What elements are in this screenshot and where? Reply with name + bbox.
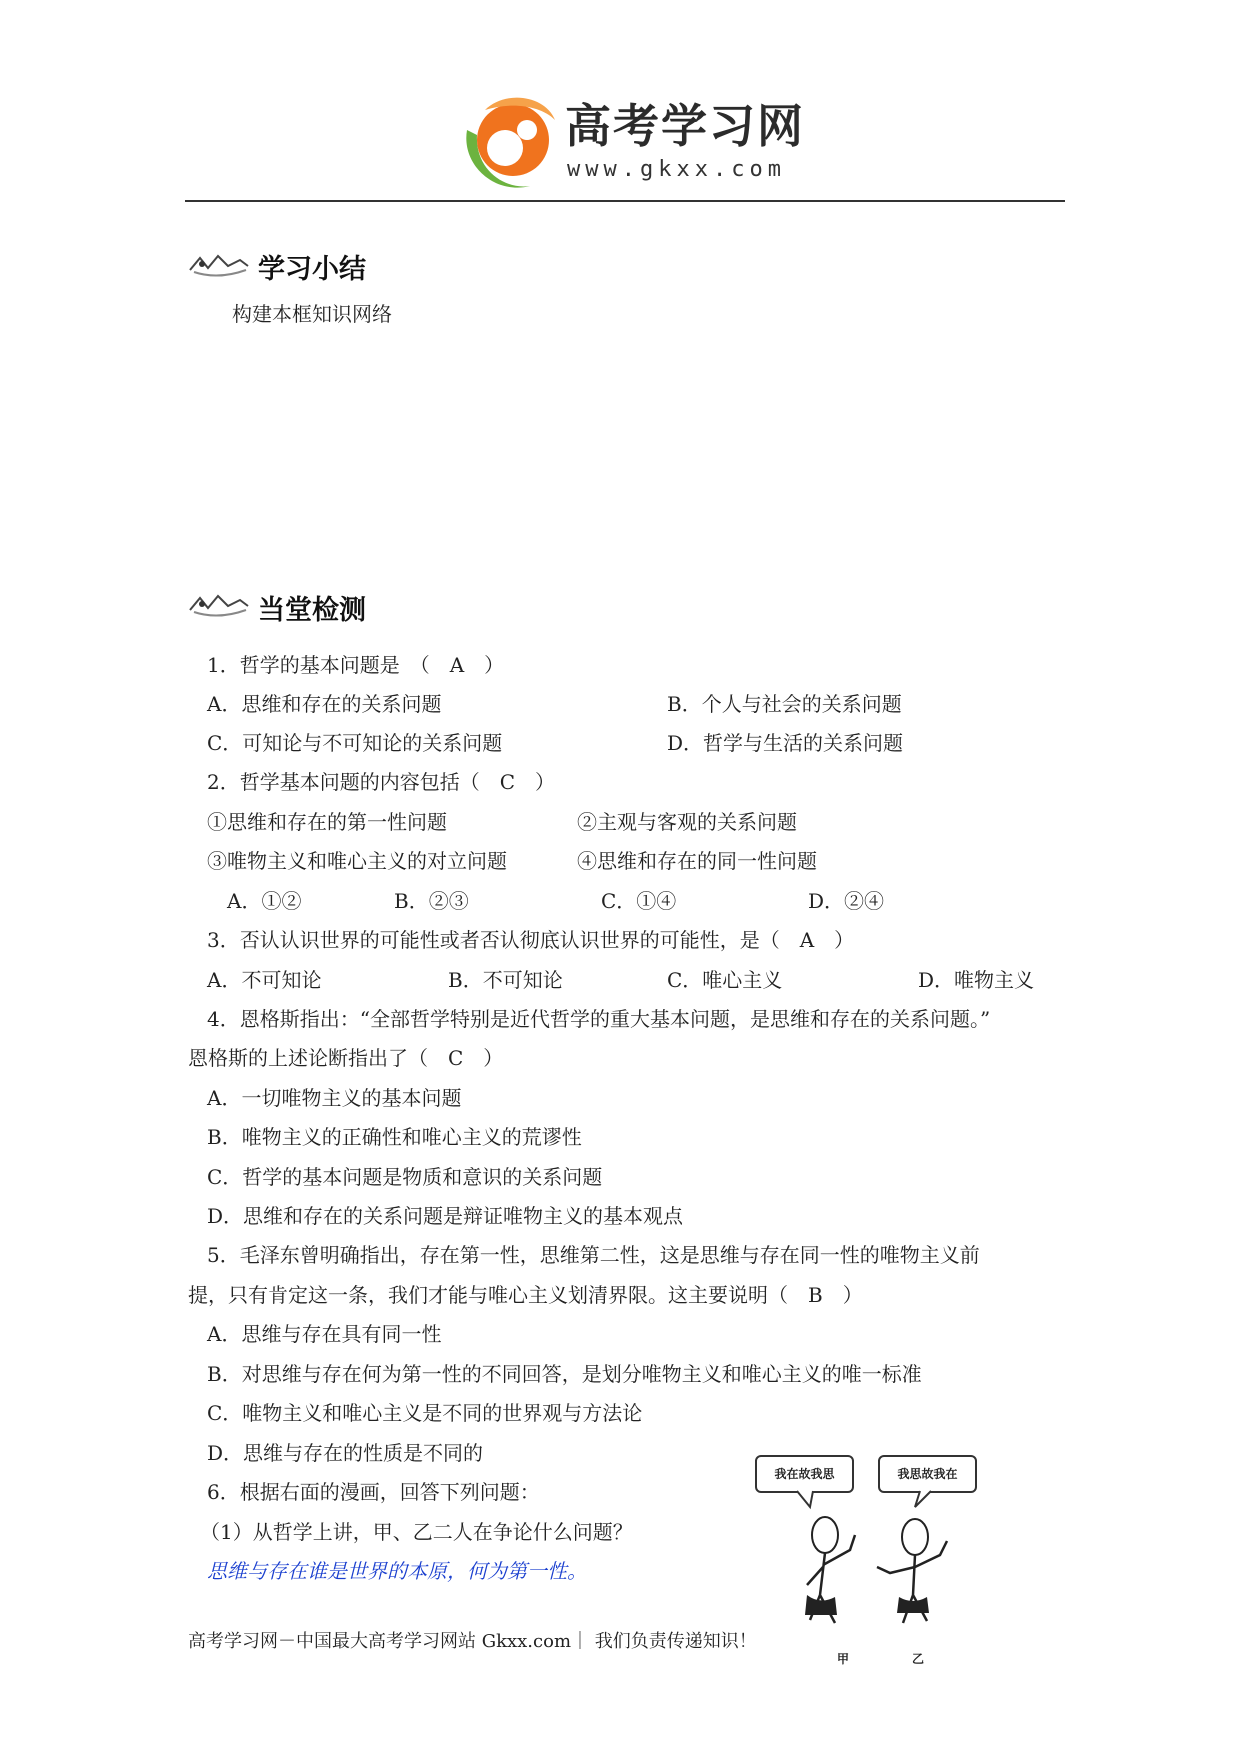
q2-statement-2: ②主观与客观的关系问题 bbox=[577, 810, 797, 834]
q4-option-c: C．哲学的基本问题是物质和意识的关系问题 bbox=[207, 1165, 603, 1189]
cartoon-illustration bbox=[755, 1455, 995, 1670]
q1-stem: 1．哲学的基本问题是 （ A ） bbox=[207, 653, 505, 677]
section-decoration-icon bbox=[188, 252, 250, 280]
q2-option-b: B．②③ bbox=[394, 889, 469, 913]
q3-option-c: C．唯心主义 bbox=[667, 968, 783, 992]
q5-option-b: B．对思维与存在何为第一性的不同回答，是划分唯物主义和唯心主义的唯一标准 bbox=[207, 1362, 922, 1386]
q3-option-d: D．唯物主义 bbox=[918, 968, 1035, 992]
q1-option-c: C．可知论与不可知论的关系问题 bbox=[207, 731, 503, 755]
q5-option-d: D．思维与存在的性质是不同的 bbox=[207, 1441, 484, 1465]
q3-stem: 3．否认认识世界的可能性或者否认彻底认识世界的可能性，是（ A ） bbox=[207, 928, 855, 952]
q5-stem-line-2: 提，只有肯定这一条，我们才能与唯心主义划清界限。这主要说明（ B ） bbox=[188, 1283, 863, 1307]
q2-statement-3: ③唯物主义和唯心主义的对立问题 bbox=[207, 849, 507, 873]
section-decoration-icon bbox=[188, 592, 250, 620]
q2-option-a: A．①② bbox=[227, 889, 302, 913]
speech-bubble-left: 我在故我思 bbox=[755, 1455, 854, 1493]
q2-stem: 2．哲学基本问题的内容包括（ C ） bbox=[207, 770, 556, 794]
header-divider bbox=[185, 200, 1065, 202]
speech-bubble-right: 我思故我在 bbox=[878, 1455, 977, 1493]
q1-option-d: D．哲学与生活的关系问题 bbox=[667, 731, 904, 755]
q4-stem-line-1: 4．恩格斯指出：“全部哲学特别是近代哲学的重大基本问题，是思维和存在的关系问题。” bbox=[207, 1007, 991, 1031]
q6-subquestion-1: （1）从哲学上讲，甲、乙二人在争论什么问题？ bbox=[200, 1520, 633, 1544]
site-logo bbox=[455, 90, 815, 195]
q2-option-d: D．②④ bbox=[808, 889, 885, 913]
q5-option-a: A．思维与存在具有同一性 bbox=[207, 1322, 442, 1346]
q3-option-a: A．不可知论 bbox=[207, 968, 322, 992]
summary-title: 学习小结 bbox=[258, 254, 366, 285]
cartoon-label-left: 甲 bbox=[837, 1652, 850, 1666]
q1-option-b: B．个人与社会的关系问题 bbox=[667, 692, 902, 716]
q6-stem: 6．根据右面的漫画，回答下列问题： bbox=[207, 1480, 540, 1504]
page-footer: 高考学习网－中国最大高考学习网站 Gkxx.com｜ 我们负责传递知识！ bbox=[188, 1631, 757, 1652]
site-url: www.gkxx.com bbox=[567, 157, 786, 182]
q4-stem-line-2: 恩格斯的上述论断指出了（ C ） bbox=[188, 1046, 504, 1070]
summary-subtitle: 构建本框知识网络 bbox=[232, 302, 392, 326]
cartoon-figures-icon bbox=[755, 1455, 995, 1670]
site-name: 高考学习网 bbox=[565, 99, 805, 153]
logo-icon bbox=[455, 90, 565, 195]
test-title: 当堂检测 bbox=[258, 595, 366, 626]
cartoon-label-right: 乙 bbox=[912, 1652, 925, 1666]
q3-option-b: B．不可知论 bbox=[448, 968, 563, 992]
q1-option-a: A．思维和存在的关系问题 bbox=[207, 692, 442, 716]
q2-statement-1: ①思维和存在的第一性问题 bbox=[207, 810, 447, 834]
q6-answer-1: 思维与存在谁是世界的本原，何为第一性。 bbox=[207, 1559, 587, 1583]
q5-stem-line-1: 5．毛泽东曾明确指出，存在第一性，思维第二性，这是思维与存在同一性的唯物主义前 bbox=[207, 1243, 980, 1267]
q2-statement-4: ④思维和存在的同一性问题 bbox=[577, 849, 817, 873]
q4-option-d: D．思维和存在的关系问题是辩证唯物主义的基本观点 bbox=[207, 1204, 684, 1228]
q5-option-c: C．唯物主义和唯心主义是不同的世界观与方法论 bbox=[207, 1401, 643, 1425]
q4-option-b: B．唯物主义的正确性和唯心主义的荒谬性 bbox=[207, 1125, 582, 1149]
q4-option-a: A．一切唯物主义的基本问题 bbox=[207, 1086, 462, 1110]
q2-option-c: C．①④ bbox=[601, 889, 677, 913]
